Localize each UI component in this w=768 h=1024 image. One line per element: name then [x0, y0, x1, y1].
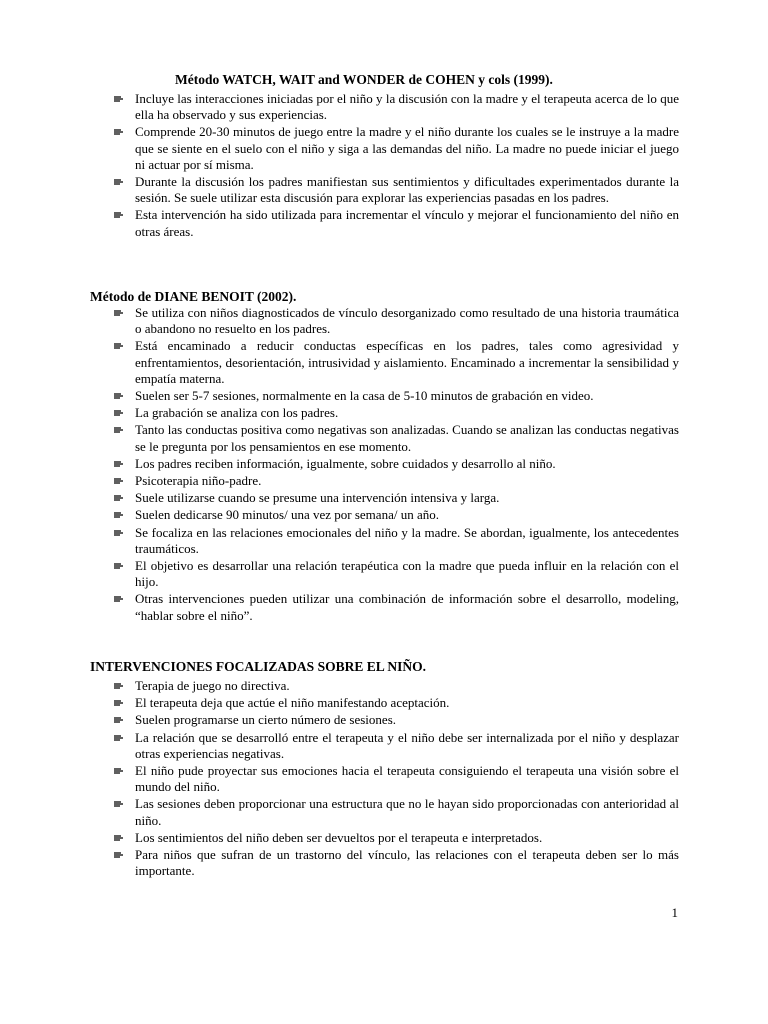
section-list-cohen — [135, 91, 679, 241]
list-item: Incluye las interacciones iniciadas por el niño y la discusión con la madre y el terapeuta acerca de lo que ella ha observado y sus experiencias. — [135, 91, 679, 123]
list-item: Suelen programarse un cierto número de sesiones. — [135, 712, 679, 728]
pointing-hand-icon — [114, 700, 124, 706]
list-item: Está encaminado a reducir conductas específicas en los padres, tales como agresividad y enfrentamientos, desorientación, intrusividad y aislamiento. Encaminado a incrementar la sensibilidad y empatía materna. — [135, 338, 679, 387]
list-item: Durante la discusión los padres manifiestan sus sentimientos y dificultades experimentados durante la sesión. Se suele utilizar esta discusión para explorar las experiencias pasadas en los padres. — [135, 174, 679, 206]
list-item: La grabación se analiza con los padres. — [135, 405, 679, 421]
pointing-hand-icon — [114, 427, 124, 433]
pointing-hand-icon — [114, 768, 124, 774]
list-item: Otras intervenciones pueden utilizar una combinación de información sobre el desarrollo, modeling, “hablar sobre el niño”. — [135, 591, 679, 623]
pointing-hand-icon — [114, 461, 124, 467]
pointing-hand-icon — [114, 410, 124, 416]
pointing-hand-icon — [114, 478, 124, 484]
list-item: Para niños que sufran de un trastorno del vínculo, las relaciones con el terapeuta deben ser lo más importante. — [135, 847, 679, 879]
pointing-hand-icon — [114, 801, 124, 807]
pointing-hand-icon — [114, 495, 124, 501]
pointing-hand-icon — [114, 96, 124, 102]
list-item: Psicoterapia niño-padre. — [135, 473, 679, 489]
pointing-hand-icon — [114, 530, 124, 536]
pointing-hand-icon — [114, 310, 124, 316]
pointing-hand-icon — [114, 343, 124, 349]
list-item: El niño pude proyectar sus emociones hacia el terapeuta consiguiendo el terapeuta una visión sobre el mundo del niño. — [135, 763, 679, 795]
pointing-hand-icon — [114, 835, 124, 841]
list-item: Suelen dedicarse 90 minutos/ una vez por semana/ un año. — [135, 507, 679, 523]
section-heading-intervenciones: INTERVENCIONES FOCALIZADAS SOBRE EL NIÑO. — [90, 659, 426, 674]
list-item: Suelen ser 5-7 sesiones, normalmente en la casa de 5-10 minutos de grabación en video. — [135, 388, 679, 404]
list-item: Los padres reciben información, igualmente, sobre cuidados y desarrollo al niño. — [135, 456, 679, 472]
list-item: Se focaliza en las relaciones emocionales del niño y la madre. Se abordan, igualmente, los antecedentes traumáticos. — [135, 525, 679, 557]
list-item: El objetivo es desarrollar una relación terapéutica con la madre que pueda influir en la relación con el hijo. — [135, 558, 679, 590]
list-item: Comprende 20-30 minutos de juego entre la madre y el niño durante los cuales se le instruye a la madre que se siente en el suelo con el niño y siga a las demandas del niño. La madre no puede iniciar el juego ni actuar por sí misma. — [135, 124, 679, 173]
pointing-hand-icon — [114, 683, 124, 689]
list-item: Terapia de juego no directiva. — [135, 678, 679, 694]
list-item: El terapeuta deja que actúe el niño manifestando aceptación. — [135, 695, 679, 711]
pointing-hand-icon — [114, 393, 124, 399]
list-item: La relación que se desarrolló entre el terapeuta y el niño debe ser internalizada por el niño y desplazar otras experiencias negativas. — [135, 730, 679, 762]
pointing-hand-icon — [114, 179, 124, 185]
pointing-hand-icon — [114, 129, 124, 135]
page-number: 1 — [671, 905, 678, 920]
pointing-hand-icon — [114, 735, 124, 741]
section-list-intervenciones — [135, 678, 679, 880]
pointing-hand-icon — [114, 852, 124, 858]
list-item: Esta intervención ha sido utilizada para incrementar el vínculo y mejorar el funcionamiento del niño en otras áreas. — [135, 207, 679, 239]
list-item: Se utiliza con niños diagnosticados de vínculo desorganizado como resultado de una historia traumática o abandono no resuelto en los padres. — [135, 305, 679, 337]
list-item: Tanto las conductas positiva como negativas son analizadas. Cuando se analizan las conductas negativas se le pregunta por los pensamientos en ese momento. — [135, 422, 679, 454]
section-list-benoit — [135, 305, 679, 625]
section-heading-benoit: Método de DIANE BENOIT (2002). — [90, 289, 297, 304]
list-item: Suele utilizarse cuando se presume una intervención intensiva y larga. — [135, 490, 679, 506]
list-item: Los sentimientos del niño deben ser devueltos por el terapeuta e interpretados. — [135, 830, 679, 846]
pointing-hand-icon — [114, 596, 124, 602]
pointing-hand-icon — [114, 717, 124, 723]
list-item: Las sesiones deben proporcionar una estructura que no le hayan sido proporcionadas con anterioridad al niño. — [135, 796, 679, 828]
pointing-hand-icon — [114, 563, 124, 569]
section-heading-cohen: Método WATCH, WAIT and WONDER de COHEN y cols (1999). — [175, 72, 553, 87]
pointing-hand-icon — [114, 512, 124, 518]
pointing-hand-icon — [114, 212, 124, 218]
